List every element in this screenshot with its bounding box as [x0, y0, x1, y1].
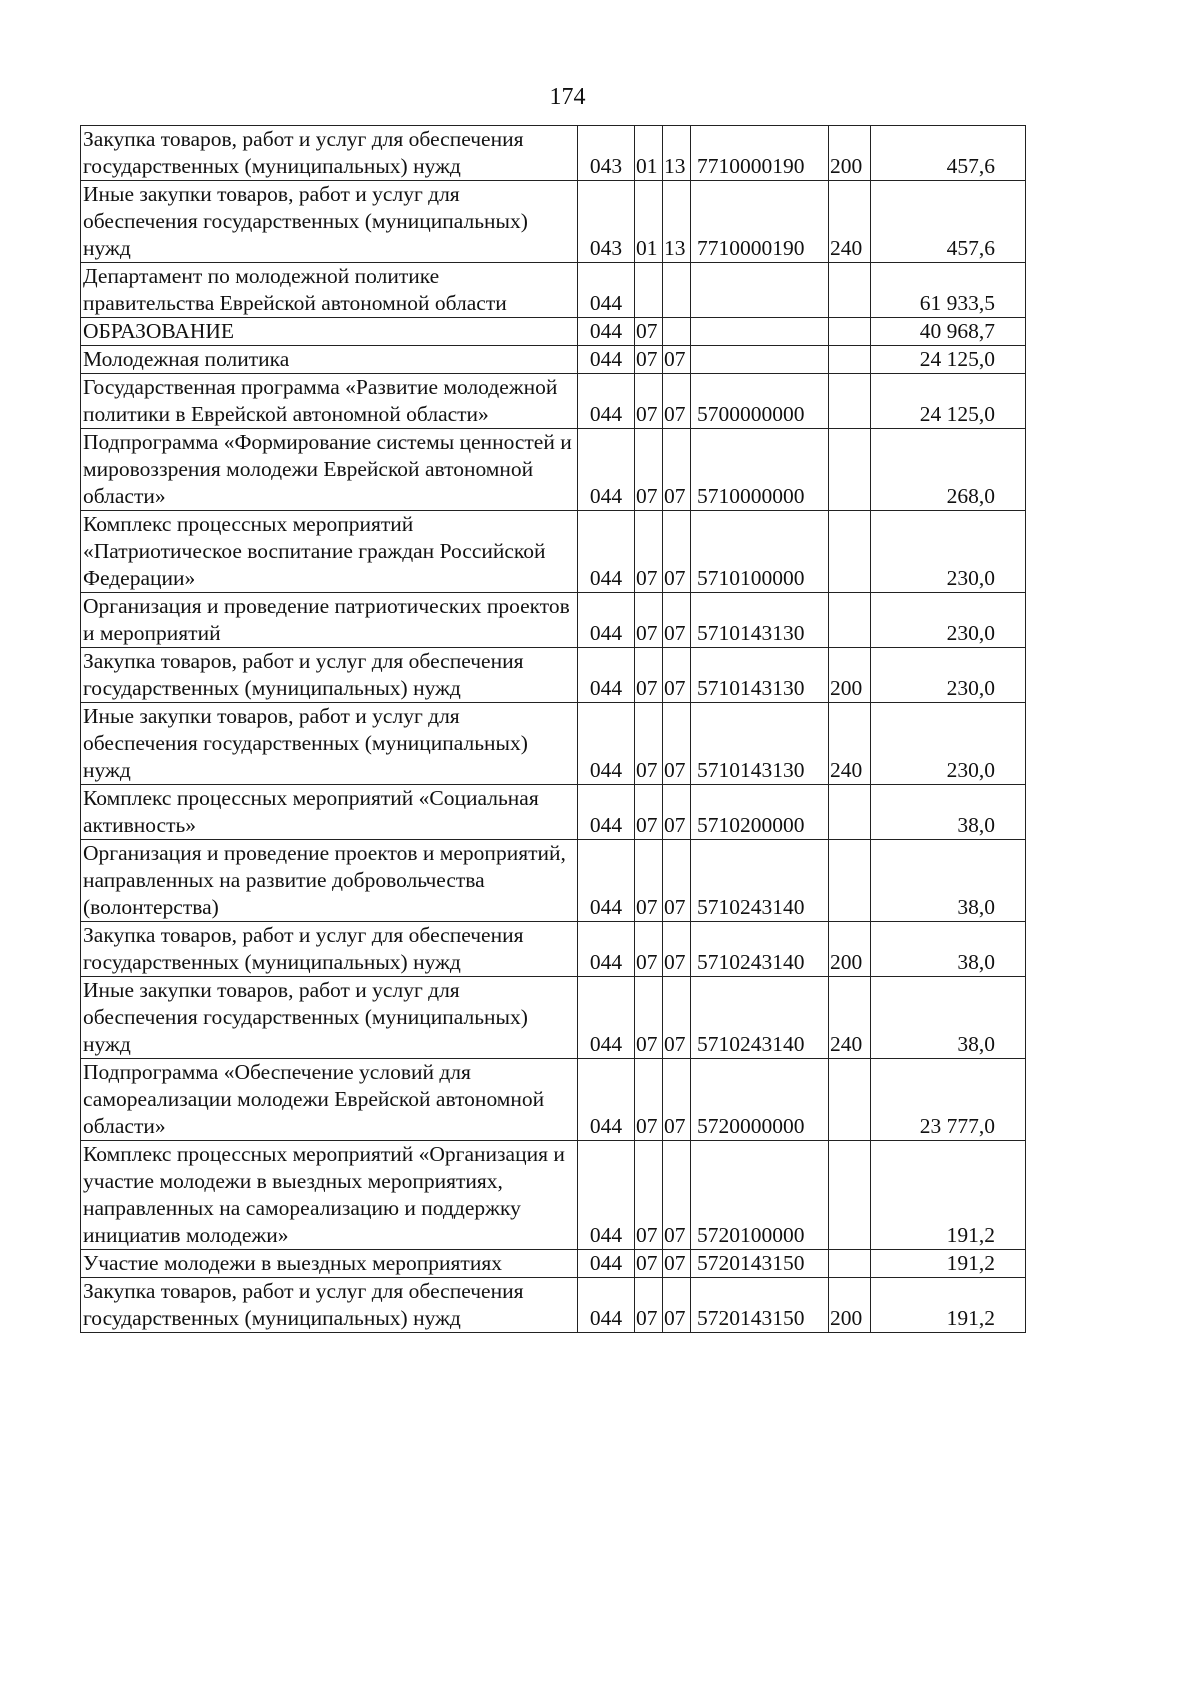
cell-section: 07	[635, 1278, 663, 1333]
cell-target: 5710243140	[691, 840, 829, 922]
cell-target: 5710243140	[691, 922, 829, 977]
cell-amount: 230,0	[871, 703, 1026, 785]
cell-ministry: 044	[578, 511, 635, 593]
cell-name: Участие молодежи в выездных мероприятиях	[81, 1250, 578, 1278]
cell-name: Организация и проведение патриотических проектов и мероприятий	[81, 593, 578, 648]
cell-name: Закупка товаров, работ и услуг для обеспечения государственных (муниципальных) нужд	[81, 922, 578, 977]
cell-section: 07	[635, 346, 663, 374]
table-row	[81, 840, 1026, 922]
cell-name: ОБРАЗОВАНИЕ	[81, 318, 578, 346]
cell-amount: 38,0	[871, 840, 1026, 922]
cell-ministry: 044	[578, 1059, 635, 1141]
cell-name: Подпрограмма «Формирование системы ценностей и мировоззрения молодежи Еврейской автономной области»	[81, 429, 578, 511]
table-row	[81, 346, 1026, 374]
cell-target: 5710243140	[691, 977, 829, 1059]
cell-target: 5710143130	[691, 648, 829, 703]
cell-section: 07	[635, 840, 663, 922]
table-body	[81, 126, 1026, 1333]
cell-amount: 457,6	[871, 126, 1026, 181]
table-row	[81, 703, 1026, 785]
cell-ministry: 044	[578, 703, 635, 785]
table-row	[81, 318, 1026, 346]
cell-section	[635, 263, 663, 318]
cell-name: Молодежная политика	[81, 346, 578, 374]
cell-target: 5710143130	[691, 703, 829, 785]
cell-ministry: 044	[578, 429, 635, 511]
cell-ministry: 043	[578, 126, 635, 181]
cell-expense	[829, 785, 871, 840]
cell-amount: 230,0	[871, 511, 1026, 593]
cell-name: Комплекс процессных мероприятий «Организация и участие молодежи в выездных мероприятиях, направленных на самореализацию и поддержку инициатив молодежи»	[81, 1141, 578, 1250]
table-row	[81, 922, 1026, 977]
cell-expense: 240	[829, 181, 871, 263]
cell-expense	[829, 1141, 871, 1250]
cell-amount: 61 933,5	[871, 263, 1026, 318]
cell-section: 07	[635, 511, 663, 593]
cell-section: 07	[635, 785, 663, 840]
cell-amount: 457,6	[871, 181, 1026, 263]
cell-expense	[829, 263, 871, 318]
cell-subsection: 07	[663, 1278, 691, 1333]
cell-section: 07	[635, 374, 663, 429]
cell-subsection: 07	[663, 511, 691, 593]
cell-target: 5720143150	[691, 1250, 829, 1278]
cell-subsection: 13	[663, 126, 691, 181]
table-row	[81, 126, 1026, 181]
cell-subsection: 07	[663, 1250, 691, 1278]
cell-subsection: 07	[663, 1141, 691, 1250]
table-row	[81, 429, 1026, 511]
cell-target	[691, 318, 829, 346]
cell-subsection: 13	[663, 181, 691, 263]
table-row	[81, 977, 1026, 1059]
cell-section: 07	[635, 318, 663, 346]
cell-name: Иные закупки товаров, работ и услуг для обеспечения государственных (муниципальных) нужд	[81, 703, 578, 785]
cell-amount: 23 777,0	[871, 1059, 1026, 1141]
cell-subsection: 07	[663, 922, 691, 977]
cell-target	[691, 346, 829, 374]
cell-amount: 268,0	[871, 429, 1026, 511]
cell-ministry: 044	[578, 840, 635, 922]
cell-amount: 40 968,7	[871, 318, 1026, 346]
cell-subsection: 07	[663, 346, 691, 374]
cell-ministry: 044	[578, 1250, 635, 1278]
cell-section: 07	[635, 593, 663, 648]
cell-subsection: 07	[663, 593, 691, 648]
cell-target: 5720000000	[691, 1059, 829, 1141]
cell-name: Иные закупки товаров, работ и услуг для обеспечения государственных (муниципальных) нужд	[81, 977, 578, 1059]
cell-target	[691, 263, 829, 318]
cell-subsection: 07	[663, 840, 691, 922]
cell-section: 07	[635, 1250, 663, 1278]
cell-name: Закупка товаров, работ и услуг для обеспечения государственных (муниципальных) нужд	[81, 126, 578, 181]
cell-section: 01	[635, 181, 663, 263]
cell-amount: 191,2	[871, 1278, 1026, 1333]
cell-name: Государственная программа «Развитие молодежной политики в Еврейской автономной области»	[81, 374, 578, 429]
table-row	[81, 263, 1026, 318]
cell-subsection	[663, 318, 691, 346]
cell-name: Комплекс процессных мероприятий «Социальная активность»	[81, 785, 578, 840]
cell-expense	[829, 593, 871, 648]
table-row	[81, 1141, 1026, 1250]
cell-section: 01	[635, 126, 663, 181]
cell-amount: 38,0	[871, 977, 1026, 1059]
cell-expense: 200	[829, 648, 871, 703]
table-row	[81, 181, 1026, 263]
cell-expense: 200	[829, 1278, 871, 1333]
cell-subsection: 07	[663, 648, 691, 703]
cell-section: 07	[635, 429, 663, 511]
cell-name: Закупка товаров, работ и услуг для обеспечения государственных (муниципальных) нужд	[81, 1278, 578, 1333]
cell-ministry: 044	[578, 346, 635, 374]
cell-subsection: 07	[663, 1059, 691, 1141]
table-row	[81, 511, 1026, 593]
cell-target: 5710200000	[691, 785, 829, 840]
cell-expense	[829, 374, 871, 429]
cell-subsection: 07	[663, 703, 691, 785]
cell-name: Организация и проведение проектов и мероприятий, направленных на развитие добровольчества (волонтерства)	[81, 840, 578, 922]
table-row	[81, 593, 1026, 648]
cell-subsection: 07	[663, 374, 691, 429]
cell-subsection: 07	[663, 977, 691, 1059]
table-row	[81, 1250, 1026, 1278]
cell-target: 5710100000	[691, 511, 829, 593]
cell-expense	[829, 1059, 871, 1141]
cell-expense	[829, 346, 871, 374]
cell-expense	[829, 511, 871, 593]
cell-expense	[829, 840, 871, 922]
table-row	[81, 1059, 1026, 1141]
cell-amount: 24 125,0	[871, 346, 1026, 374]
cell-ministry: 043	[578, 181, 635, 263]
cell-ministry: 044	[578, 263, 635, 318]
cell-target: 5710143130	[691, 593, 829, 648]
table-row	[81, 374, 1026, 429]
cell-ministry: 044	[578, 374, 635, 429]
cell-section: 07	[635, 977, 663, 1059]
cell-ministry: 044	[578, 922, 635, 977]
cell-ministry: 044	[578, 593, 635, 648]
cell-section: 07	[635, 648, 663, 703]
cell-expense	[829, 429, 871, 511]
cell-expense: 200	[829, 922, 871, 977]
cell-ministry: 044	[578, 785, 635, 840]
table-row	[81, 648, 1026, 703]
table-row	[81, 785, 1026, 840]
cell-subsection: 07	[663, 785, 691, 840]
cell-ministry: 044	[578, 1141, 635, 1250]
table-row	[81, 1278, 1026, 1333]
cell-target: 5720100000	[691, 1141, 829, 1250]
cell-ministry: 044	[578, 318, 635, 346]
page-number: 174	[549, 84, 586, 110]
cell-amount: 38,0	[871, 785, 1026, 840]
budget-table	[80, 125, 1026, 1333]
cell-target: 5720143150	[691, 1278, 829, 1333]
cell-expense: 240	[829, 977, 871, 1059]
cell-amount: 230,0	[871, 593, 1026, 648]
cell-amount: 191,2	[871, 1250, 1026, 1278]
cell-ministry: 044	[578, 648, 635, 703]
cell-ministry: 044	[578, 1278, 635, 1333]
cell-name: Иные закупки товаров, работ и услуг для обеспечения государственных (муниципальных) нужд	[81, 181, 578, 263]
cell-amount: 230,0	[871, 648, 1026, 703]
cell-expense: 200	[829, 126, 871, 181]
cell-name: Подпрограмма «Обеспечение условий для самореализации молодежи Еврейской автономной области»	[81, 1059, 578, 1141]
cell-expense: 240	[829, 703, 871, 785]
cell-name: Закупка товаров, работ и услуг для обеспечения государственных (муниципальных) нужд	[81, 648, 578, 703]
cell-expense	[829, 1250, 871, 1278]
cell-ministry: 044	[578, 977, 635, 1059]
cell-name: Департамент по молодежной политике правительства Еврейской автономной области	[81, 263, 578, 318]
cell-expense	[829, 318, 871, 346]
cell-section: 07	[635, 703, 663, 785]
cell-section: 07	[635, 1059, 663, 1141]
cell-amount: 191,2	[871, 1141, 1026, 1250]
cell-amount: 38,0	[871, 922, 1026, 977]
cell-subsection: 07	[663, 429, 691, 511]
cell-target: 5710000000	[691, 429, 829, 511]
cell-subsection	[663, 263, 691, 318]
cell-name: Комплекс процессных мероприятий «Патриотическое воспитание граждан Российской Федерации»	[81, 511, 578, 593]
cell-amount: 24 125,0	[871, 374, 1026, 429]
cell-section: 07	[635, 922, 663, 977]
cell-section: 07	[635, 1141, 663, 1250]
cell-target: 5700000000	[691, 374, 829, 429]
cell-target: 7710000190	[691, 181, 829, 263]
cell-target: 7710000190	[691, 126, 829, 181]
